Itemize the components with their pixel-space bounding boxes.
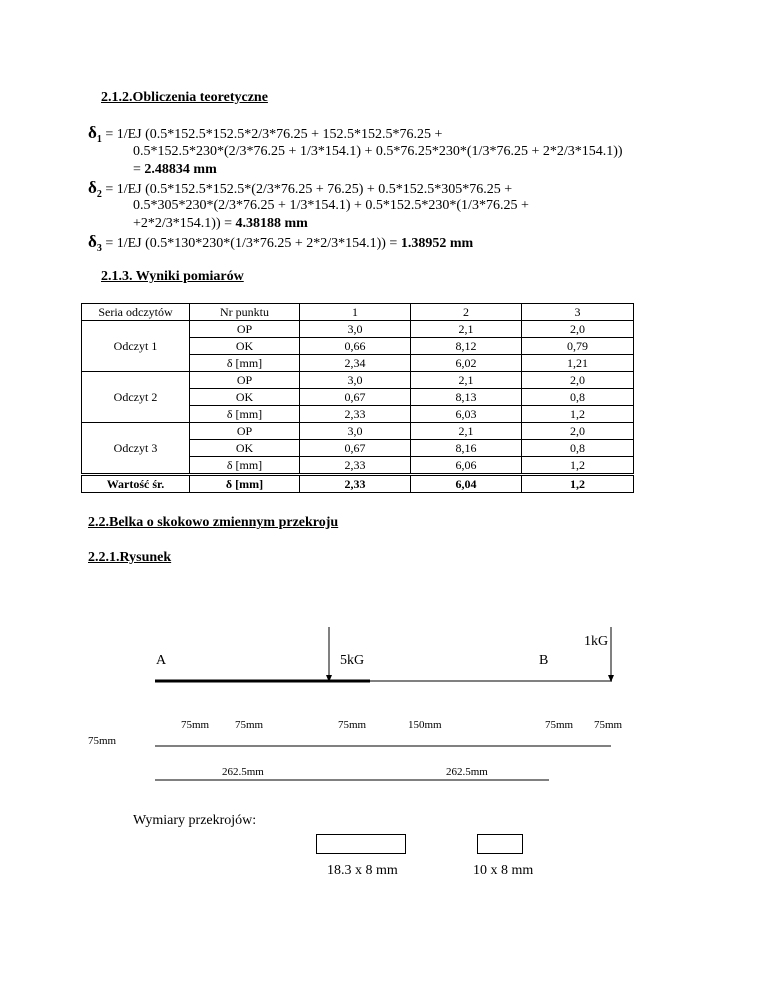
load-1kg-label: 1kG [584,634,609,649]
table-cell: Wartość śr. [82,475,190,493]
delta-subscript: 3 [96,242,102,254]
dimension-label: 150mm [408,719,442,731]
dimension-label: 262.5mm [446,766,488,778]
formula-prefix: +2*2/3*154.1)) = [133,216,236,231]
table-cell: OK [190,338,300,355]
table-cell: 0,79 [522,338,634,355]
table-cell: 2,1 [411,321,522,338]
table-cell: OK [190,389,300,406]
table-cell: 6,06 [411,457,522,475]
table-cell: 1,21 [522,355,634,372]
dimension-label: 75mm [545,719,574,731]
cross-section-rect-small [477,834,523,854]
section-1-dimension: 18.3 x 8 mm [327,863,398,878]
table-cell: δ [mm] [190,406,300,423]
table-cell: 2,1 [411,372,522,389]
table-cell: 0,67 [300,389,411,406]
dimension-label: 75mm [181,719,210,731]
table-cell: 8,13 [411,389,522,406]
dimension-label: 75mm [338,719,367,731]
table-cell: 2,1 [411,423,522,440]
table-header: 1 [300,304,411,321]
table-cell: 1,2 [522,406,634,423]
formula-result-delta-1: 2.48834 mm [144,162,217,177]
table-cell: δ [mm] [190,355,300,372]
table-cell: 2,34 [300,355,411,372]
table-cell: 8,16 [411,440,522,457]
formula-line: = 1/EJ (0.5*152.5*152.5*2/3*76.25 + 152.5*152.5*76.25 + [101,127,443,142]
delta-subscript: 1 [96,133,102,145]
delta-symbol: δ [88,123,97,142]
formula-delta-2-line2: 0.5*305*230*(2/3*76.25 + 1/3*154.1) + 0.5*152.5*230*(1/3*76.25 + [133,198,529,213]
table-cell: 8,12 [411,338,522,355]
series-name: Odczyt 1 [82,321,190,372]
section-2-dimension: 10 x 8 mm [473,863,534,878]
table-cell: 0,66 [300,338,411,355]
table-cell: OP [190,321,300,338]
formula-result-delta-2: 4.38188 mm [235,216,308,231]
table-cell: 6,03 [411,406,522,423]
delta-symbol: δ [88,178,97,197]
table-cell: 2,33 [300,406,411,423]
table-cell: 0,8 [522,440,634,457]
section-heading-2-2: 2.2.Belka o skokowo zmiennym przekroju [88,515,339,530]
table-header: Nr punktu [190,304,300,321]
table-cell: OK [190,440,300,457]
table-cell: 3,0 [300,372,411,389]
table-header: 2 [411,304,522,321]
table-cell: OP [190,372,300,389]
cross-section-rect-large [316,834,406,854]
formula-line: = 1/EJ (0.5*130*230*(1/3*76.25 + 2*2/3*154.1)) = [101,236,401,251]
table-cell: 2,33 [300,457,411,475]
table-cell: 2,33 [300,475,411,493]
table-cell: 6,02 [411,355,522,372]
series-name: Odczyt 3 [82,423,190,475]
table-cell: OP [190,423,300,440]
dimension-label-left: 75mm [88,735,117,747]
table-cell: 3,0 [300,321,411,338]
section-heading-2-1-3: 2.1.3. Wyniki pomiarów [101,269,244,284]
table-cell: 0,67 [300,440,411,457]
formula-prefix: = [133,162,145,177]
table-cell: 2,0 [522,321,634,338]
section-heading-2-2-1: 2.2.1.Rysunek [88,550,172,565]
series-name: Odczyt 2 [82,372,190,423]
dimension-label: 262.5mm [222,766,264,778]
table-cell: 3,0 [300,423,411,440]
table-header: Seria odczytów [82,304,190,321]
load-5kg-label: 5kG [340,653,365,668]
table-cell: 1,2 [522,475,634,493]
table-header: 3 [522,304,634,321]
table-cell: δ [mm] [190,475,300,493]
section-heading-2-1-2: 2.1.2.Obliczenia teoretyczne [101,90,268,105]
delta-symbol: δ [88,232,97,251]
table-cell: 6,04 [411,475,522,493]
sections-label: Wymiary przekrojów: [133,813,257,828]
table-cell: 2,0 [522,423,634,440]
formula-line: = 1/EJ (0.5*152.5*152.5*(2/3*76.25 + 76.25) + 0.5*152.5*305*76.25 + [101,182,513,197]
delta-subscript: 2 [96,188,102,200]
table-cell: 2,0 [522,372,634,389]
table-cell: 0,8 [522,389,634,406]
support-b-label: B [539,653,549,668]
formula-result-delta-3: 1.38952 mm [400,236,474,251]
formula-delta-1-line2: 0.5*152.5*230*(2/3*76.25 + 1/3*154.1) + 0.5*76.25*230*(1/3*76.25 + 2*2/3*154.1)) [133,144,623,159]
table-cell: 1,2 [522,457,634,475]
support-a-label: A [156,653,167,668]
dimension-label: 75mm [235,719,264,731]
dimension-label: 75mm [594,719,623,731]
table-cell: δ [mm] [190,457,300,475]
